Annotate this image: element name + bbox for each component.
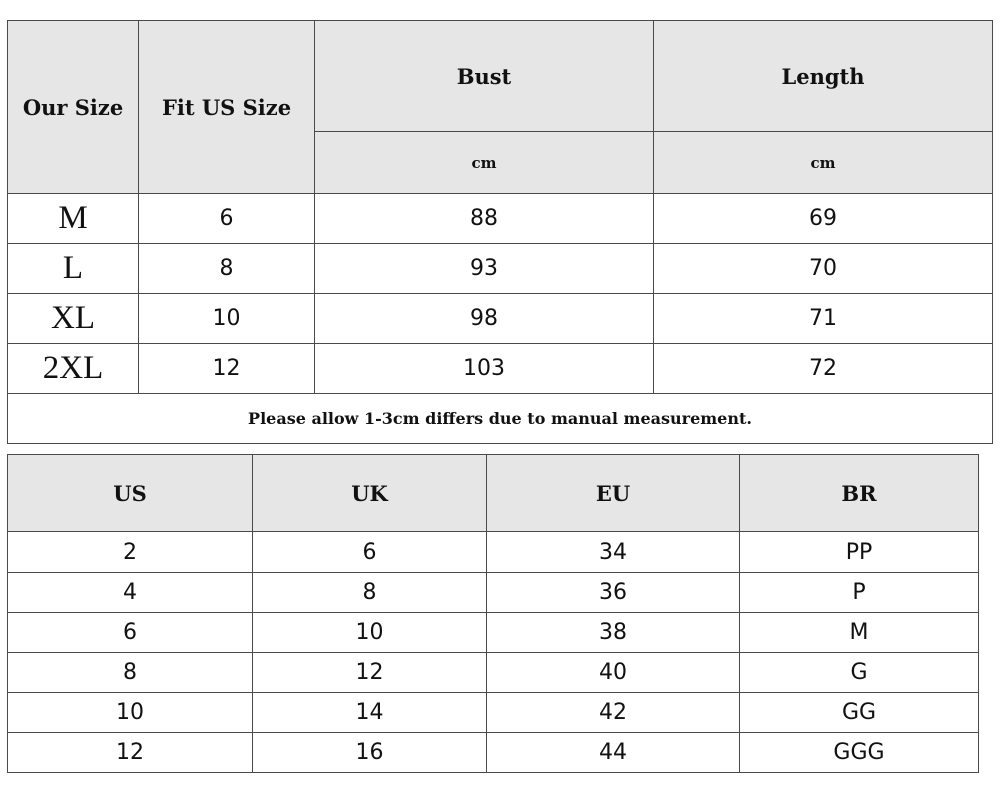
uk-cell: 12 [253, 653, 487, 693]
bust-cell: 93 [315, 244, 654, 294]
uk-cell: 14 [253, 693, 487, 733]
header-br: BR [740, 455, 979, 532]
eu-cell: 34 [487, 532, 740, 573]
bust-cell: 88 [315, 194, 654, 244]
br-cell: PP [740, 532, 979, 573]
us-size-cell: 12 [139, 344, 315, 394]
br-cell: M [740, 613, 979, 653]
header-us: US [8, 455, 253, 532]
table-row [8, 573, 979, 613]
header-uk: UK [253, 455, 487, 532]
us-size-cell: 8 [139, 244, 315, 294]
eu-cell: 40 [487, 653, 740, 693]
us-cell: 4 [8, 573, 253, 613]
length-cell: 70 [654, 244, 993, 294]
br-cell: GG [740, 693, 979, 733]
size-label-cell: 2XL [8, 344, 139, 394]
table-row [8, 693, 979, 733]
table-row [8, 532, 979, 573]
header-eu: EU [487, 455, 740, 532]
table-row [8, 194, 993, 244]
us-cell: 2 [8, 532, 253, 573]
table-row [8, 653, 979, 693]
eu-cell: 36 [487, 573, 740, 613]
table-row [8, 244, 993, 294]
us-cell: 10 [8, 693, 253, 733]
size-conversion-table [7, 454, 979, 773]
header-length: Length [654, 21, 993, 132]
table-row [8, 733, 979, 773]
size-label-cell: L [8, 244, 139, 294]
header-length-unit: cm [654, 132, 993, 194]
us-size-cell: 10 [139, 294, 315, 344]
header-our-size: Our Size [8, 21, 139, 194]
bust-cell: 103 [315, 344, 654, 394]
us-cell: 12 [8, 733, 253, 773]
table-row [8, 344, 993, 394]
uk-cell: 10 [253, 613, 487, 653]
uk-cell: 6 [253, 532, 487, 573]
br-cell: P [740, 573, 979, 613]
table-row [8, 294, 993, 344]
uk-cell: 16 [253, 733, 487, 773]
eu-cell: 42 [487, 693, 740, 733]
eu-cell: 44 [487, 733, 740, 773]
header-fit-us-size: Fit US Size [139, 21, 315, 194]
table-row [8, 613, 979, 653]
uk-cell: 8 [253, 573, 487, 613]
measurement-note: Please allow 1-3cm differs due to manual measurement. [8, 394, 993, 444]
us-size-cell: 6 [139, 194, 315, 244]
br-cell: G [740, 653, 979, 693]
size-label-cell: M [8, 194, 139, 244]
br-cell: GGG [740, 733, 979, 773]
eu-cell: 38 [487, 613, 740, 653]
us-cell: 8 [8, 653, 253, 693]
bust-cell: 98 [315, 294, 654, 344]
us-cell: 6 [8, 613, 253, 653]
size-label-cell: XL [8, 294, 139, 344]
size-chart-table [7, 20, 993, 444]
header-bust: Bust [315, 21, 654, 132]
header-bust-unit: cm [315, 132, 654, 194]
length-cell: 72 [654, 344, 993, 394]
length-cell: 71 [654, 294, 993, 344]
length-cell: 69 [654, 194, 993, 244]
